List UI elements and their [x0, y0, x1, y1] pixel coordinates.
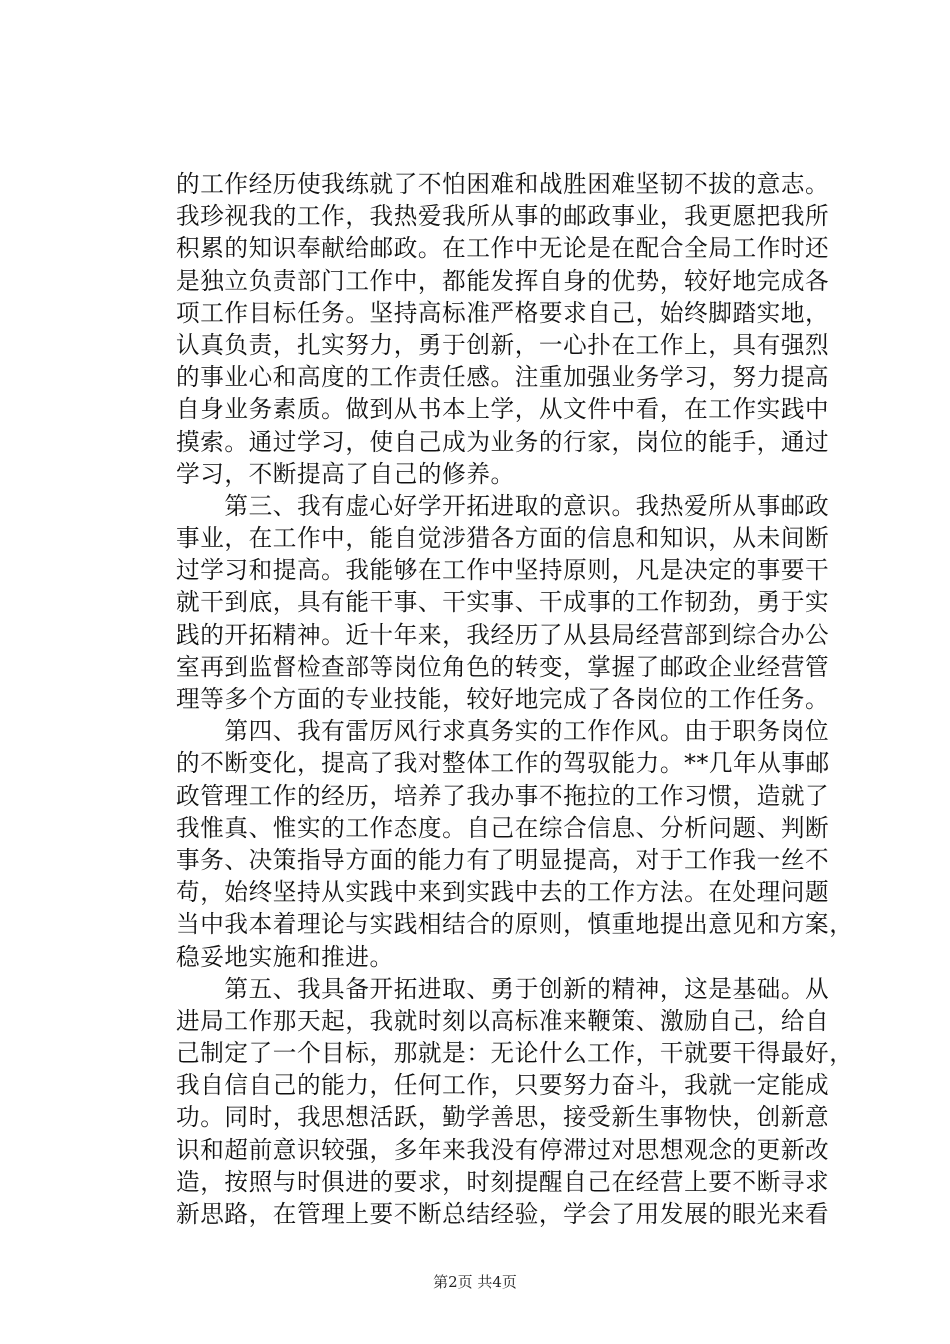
text-line: 苟，始终坚持从实践中来到实践中去的工作方法。在处理问题	[176, 878, 830, 907]
body-text	[176, 168, 854, 1230]
text-line: 政管理工作的经历，培养了我办事不拖拉的工作习惯，造就了	[176, 781, 830, 810]
text-line: 事务、决策指导方面的能力有了明显提高，对于工作我一丝不	[176, 845, 830, 874]
text-line: 摸索。通过学习，使自己成为业务的行家，岗位的能手，通过	[176, 427, 830, 456]
text-line: 第五、我具备开拓进取、勇于创新的精神，这是基础。从	[176, 974, 830, 1003]
text-line: 我珍视我的工作，我热爱我所从事的邮政事业，我更愿把我所	[176, 202, 830, 231]
text-line: 室再到监督检查部等岗位角色的转变，掌握了邮政企业经营管	[176, 652, 830, 681]
text-line: 我自信自己的能力，任何工作，只要努力奋斗，我就一定能成	[176, 1071, 830, 1100]
text-line: 第四、我有雷厉风行求真务实的工作作风。由于职务岗位	[176, 717, 830, 746]
text-line: 认真负责，扎实努力，勇于创新，一心扑在工作上，具有强烈	[176, 330, 830, 359]
text-line: 理等多个方面的专业技能，较好地完成了各岗位的工作任务。	[176, 685, 830, 713]
text-line: 新思路，在管理上要不断总结经验，学会了用发展的眼光来看	[176, 1200, 830, 1228]
text-line: 造，按照与时俱进的要求，时刻提醒自己在经营上要不断寻求	[176, 1167, 830, 1196]
text-line: 过学习和提高。我能够在工作中坚持原则，凡是决定的事要干	[176, 556, 830, 585]
text-line: 功。同时，我思想活跃，勤学善思，接受新生事物快，创新意	[176, 1103, 830, 1132]
text-line: 当中我本着理论与实践相结合的原则，慎重地提出意见和方案，	[176, 910, 854, 939]
text-line: 践的开拓精神。近十年来，我经历了从县局经营部到综合办公	[176, 620, 830, 649]
text-line: 项工作目标任务。坚持高标准严格要求自己，始终脚踏实地，	[176, 298, 830, 327]
page-footer: 第2页 共4页	[433, 1273, 517, 1291]
text-line: 就干到底，具有能干事、干实事、干成事的工作韧劲，勇于实	[176, 588, 830, 617]
text-line: 己制定了一个目标，那就是：无论什么工作，干就要干得最好，	[176, 1039, 854, 1068]
text-line: 的工作经历使我练就了不怕困难和战胜困难坚韧不拔的意志。	[176, 170, 830, 198]
text-line: 积累的知识奉献给邮政。在工作中无论是在配合全局工作时还	[176, 234, 830, 263]
text-line: 第三、我有虚心好学开拓进取的意识。我热爱所从事邮政	[176, 491, 830, 520]
text-line: 事业，在工作中，能自觉涉猎各方面的信息和知识，从未间断	[176, 524, 830, 553]
text-line: 学习，不断提高了自己的修养。	[176, 459, 515, 488]
text-line: 稳妥地实施和推进。	[176, 942, 394, 971]
text-line: 自身业务素质。做到从书本上学，从文件中看，在工作实践中	[176, 395, 830, 424]
text-line: 识和超前意识较强，多年来我没有停滞过对思想观念的更新改	[176, 1135, 830, 1164]
text-line: 的不断变化，提高了我对整体工作的驾驭能力。**几年从事邮	[176, 749, 830, 778]
text-line: 我惟真、惟实的工作态度。自己在综合信息、分析问题、判断	[176, 813, 830, 842]
text-line: 进局工作那天起，我就时刻以高标准来鞭策、激励自己，给自	[176, 1006, 830, 1035]
text-line: 的事业心和高度的工作责任感。注重加强业务学习，努力提高	[176, 363, 830, 392]
text-line: 是独立负责部门工作中，都能发挥自身的优势，较好地完成各	[176, 266, 830, 295]
